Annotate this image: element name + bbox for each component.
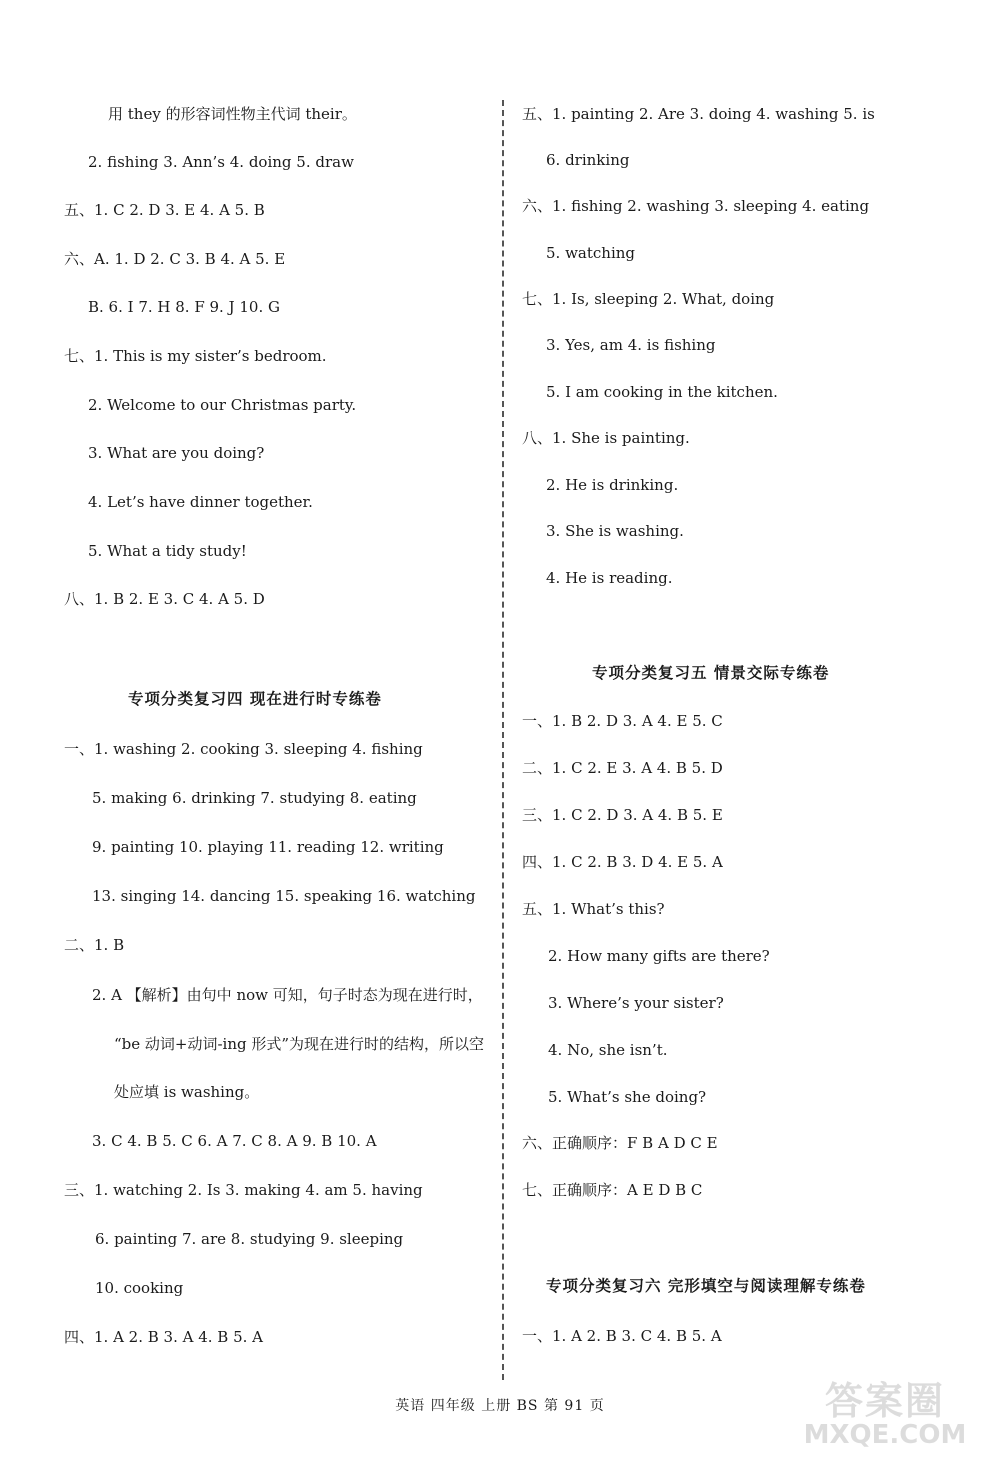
watermark-text: 答案圈 xyxy=(824,1379,945,1423)
answer-line: 5. making 6. drinking 7. studying 8. eating xyxy=(92,789,417,807)
page-footer: 英语 四年级 上册 BS 第 91 页 xyxy=(395,1398,605,1414)
answer-line: 3. What are you doing? xyxy=(88,444,265,462)
answer-line: 3. She is washing. xyxy=(546,522,684,540)
answer-line: 五、1. C 2. D 3. E 4. A 5. B xyxy=(64,201,265,219)
answer-line: 3. Yes, am 4. is fishing xyxy=(546,336,716,354)
answer-line: 八、1. B 2. E 3. C 4. A 5. D xyxy=(64,590,265,608)
answer-line: 处应填 is washing。 xyxy=(114,1083,260,1101)
answer-line: 三、1. watching 2. Is 3. making 4. am 5. having xyxy=(64,1181,423,1199)
answer-line: 6. drinking xyxy=(546,151,630,169)
answer-line: 10. cooking xyxy=(95,1279,184,1297)
answer-line: “be 动词+动词-ing 形式”为现在进行时的结构，所以空 xyxy=(114,1035,485,1053)
answer-line: 用 they 的形容词性物主代词 their。 xyxy=(108,105,357,123)
section-title: 专项分类复习六 完形填空与阅读理解专练卷 xyxy=(546,1277,866,1295)
answer-line: 13. singing 14. dancing 15. speaking 16. watching xyxy=(92,887,476,905)
answer-line: 七、正确顺序：A E D B C xyxy=(522,1181,703,1199)
answer-line: 5. watching xyxy=(546,244,636,262)
answer-line: 六、正确顺序：F B A D C E xyxy=(522,1134,718,1152)
answer-line: 六、A. 1. D 2. C 3. B 4. A 5. E xyxy=(64,250,286,268)
answer-line: 七、1. Is, sleeping 2. What, doing xyxy=(522,290,775,308)
section-title: 专项分类复习四 现在进行时专练卷 xyxy=(128,690,382,708)
answer-line: 一、1. A 2. B 3. C 4. B 5. A xyxy=(522,1327,722,1345)
answer-line: 四、1. A 2. B 3. A 4. B 5. A xyxy=(64,1328,264,1346)
answer-line: 2. Welcome to our Christmas party. xyxy=(88,396,357,414)
column-divider xyxy=(502,100,504,1380)
answer-line: 4. Let’s have dinner together. xyxy=(88,493,313,511)
answer-line: 三、1. C 2. D 3. A 4. B 5. E xyxy=(522,806,723,824)
answer-line: 3. Where’s your sister? xyxy=(548,994,724,1012)
answer-line: 六、1. fishing 2. washing 3. sleeping 4. eating xyxy=(522,197,870,215)
answer-line: 2. How many gifts are there? xyxy=(548,947,770,965)
answer-line: B. 6. I 7. H 8. F 9. J 10. G xyxy=(88,298,280,316)
answer-line: 5. What’s she doing? xyxy=(548,1088,707,1106)
section-title: 专项分类复习五 情景交际专练卷 xyxy=(592,664,830,682)
answer-line: 9. painting 10. playing 11. reading 12. writing xyxy=(92,838,444,856)
answer-line: 5. I am cooking in the kitchen. xyxy=(546,383,778,401)
answer-line: 二、1. C 2. E 3. A 4. B 5. D xyxy=(522,759,723,777)
watermark-logo xyxy=(790,1370,980,1454)
watermark-url: MXQE.COM xyxy=(803,1420,967,1450)
answer-line: 一、1. B 2. D 3. A 4. E 5. C xyxy=(522,712,723,730)
answer-line: 6. painting 7. are 8. studying 9. sleeping xyxy=(95,1230,404,1248)
answer-line: 5. What a tidy study! xyxy=(88,542,247,560)
answer-line: 八、1. She is painting. xyxy=(522,429,690,447)
answer-line: 二、1. B xyxy=(64,936,125,954)
answer-line: 一、1. washing 2. cooking 3. sleeping 4. fishing xyxy=(64,740,423,758)
answer-line: 3. C 4. B 5. C 6. A 7. C 8. A 9. B 10. A xyxy=(92,1132,377,1150)
answer-line: 四、1. C 2. B 3. D 4. E 5. A xyxy=(522,853,723,871)
answer-line: 五、1. painting 2. Are 3. doing 4. washing 5. is xyxy=(522,105,875,123)
answer-line: 2. fishing 3. Ann’s 4. doing 5. draw xyxy=(88,153,354,171)
answer-line: 4. No, she isn’t. xyxy=(548,1041,668,1059)
answer-line: 4. He is reading. xyxy=(546,569,673,587)
answer-line: 2. He is drinking. xyxy=(546,476,679,494)
answer-line: 七、1. This is my sister’s bedroom. xyxy=(64,347,327,365)
answer-line: 2. A 【解析】由句中 now 可知，句子时态为现在进行时， xyxy=(92,986,483,1004)
answer-line: 五、1. What’s this? xyxy=(522,900,665,918)
